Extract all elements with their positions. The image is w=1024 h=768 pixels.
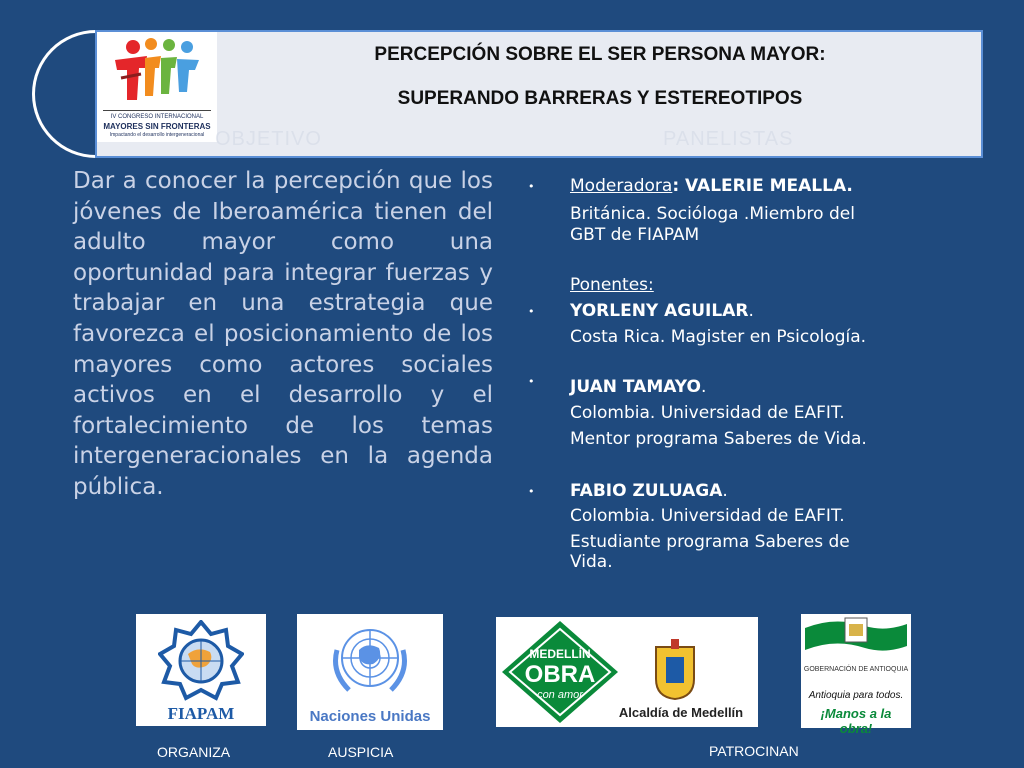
antioquia-flag-icon: [805, 616, 907, 666]
fiapam-logo: [136, 614, 266, 726]
panelist-name: JUAN TAMAYO: [570, 377, 701, 397]
title-line-2: SUPERANDO BARRERAS Y ESTEREOTIPOS: [397, 88, 803, 109]
panelist-3-desc-3: Vida.: [570, 552, 613, 572]
bullet-icon: •: [528, 305, 535, 318]
caption-auspicia: AUSPICIA: [328, 744, 394, 760]
congress-line2: MAYORES SIN FRONTERAS: [103, 122, 211, 131]
alcaldia-label: Alcaldía de Medellín: [618, 705, 744, 720]
antioquia-slogan-2: ¡Manos a la obra!: [820, 706, 892, 736]
panelist-dot: .: [748, 301, 754, 321]
congress-logo: [97, 32, 217, 142]
panelist-2-desc-1: Colombia. Universidad de EAFIT.: [570, 403, 845, 423]
bullet-icon: •: [528, 180, 535, 193]
moderator-name: VALERIE MEALLA.: [679, 176, 853, 196]
un-logo: [297, 614, 443, 730]
title-line-1: PERCEPCIÓN SOBRE EL SER PERSONA MAYOR:: [374, 44, 826, 65]
caption-organiza: ORGANIZA: [157, 744, 231, 760]
bullet-icon: •: [528, 485, 535, 498]
panelist-dot: .: [700, 377, 707, 397]
moderator-label: Moderadora: [570, 176, 673, 196]
panelist-3-desc-2: Estudiante programa Saberes de: [570, 532, 850, 552]
medellin-logo: [496, 617, 758, 727]
medellin-shield-icon: [654, 639, 696, 701]
medellin-top-label: MEDELLÍN: [529, 647, 591, 661]
antioquia-gov-label: GOBERNACIÓN DE ANTIOQUIA: [803, 666, 909, 673]
medellin-main-label: OBRA: [524, 661, 596, 688]
bullet-icon: •: [528, 375, 535, 388]
people-logo-icon: [111, 38, 203, 104]
caption-patrocinan: PATROCINAN: [709, 743, 799, 759]
logo-divider: [103, 110, 211, 111]
panelist-1-desc: Costa Rica. Magister en Psicología.: [570, 327, 867, 347]
fiapam-emblem-icon: [158, 620, 244, 702]
panelist-3-desc-1: Colombia. Universidad de EAFIT.: [570, 506, 845, 526]
un-emblem-icon: [329, 620, 411, 700]
ghost-label-objective: OBJETIVO: [215, 128, 322, 150]
antioquia-logo: [801, 614, 911, 736]
panelist-name: YORLENY AGUILAR: [570, 301, 749, 321]
moderator-colon: :: [672, 176, 680, 196]
un-label: Naciones Unidas: [309, 708, 431, 725]
antioquia-slogan-1: Antioquia para todos.: [808, 690, 904, 701]
ghost-label-panelists: PANELISTAS: [663, 128, 794, 150]
congress-line3: Impactando el desarrollo intergeneracional: [109, 132, 205, 138]
ponentes-label: Ponentes:: [570, 275, 654, 295]
congress-line1: IV CONGRESO INTERNACIONAL: [110, 114, 204, 120]
panelist-2-desc-2: Mentor programa Saberes de Vida.: [570, 429, 867, 449]
objective-text: Dar a conocer la percepción que los jóvenes de Iberoamérica tienen del adulto mayor como una oportunidad para integrar fuerzas y trabajar en una estrategia que favorezca el posicionamiento de los mayores como actores sociales activos en el desarrollo y el fortalecimiento de los temas intergeneracionales en la agenda pública.: [73, 168, 493, 500]
fiapam-label: FIAPAM: [167, 704, 235, 723]
panelist-dot: .: [722, 481, 728, 501]
medellin-sub-label: con amor: [537, 689, 583, 701]
panelist-name: FABIO ZULUAGA: [570, 481, 723, 501]
moderator-desc-2: GBT de FIAPAM: [570, 225, 700, 245]
moderator-desc-1: Británica. Socióloga .Miembro del: [570, 204, 855, 224]
